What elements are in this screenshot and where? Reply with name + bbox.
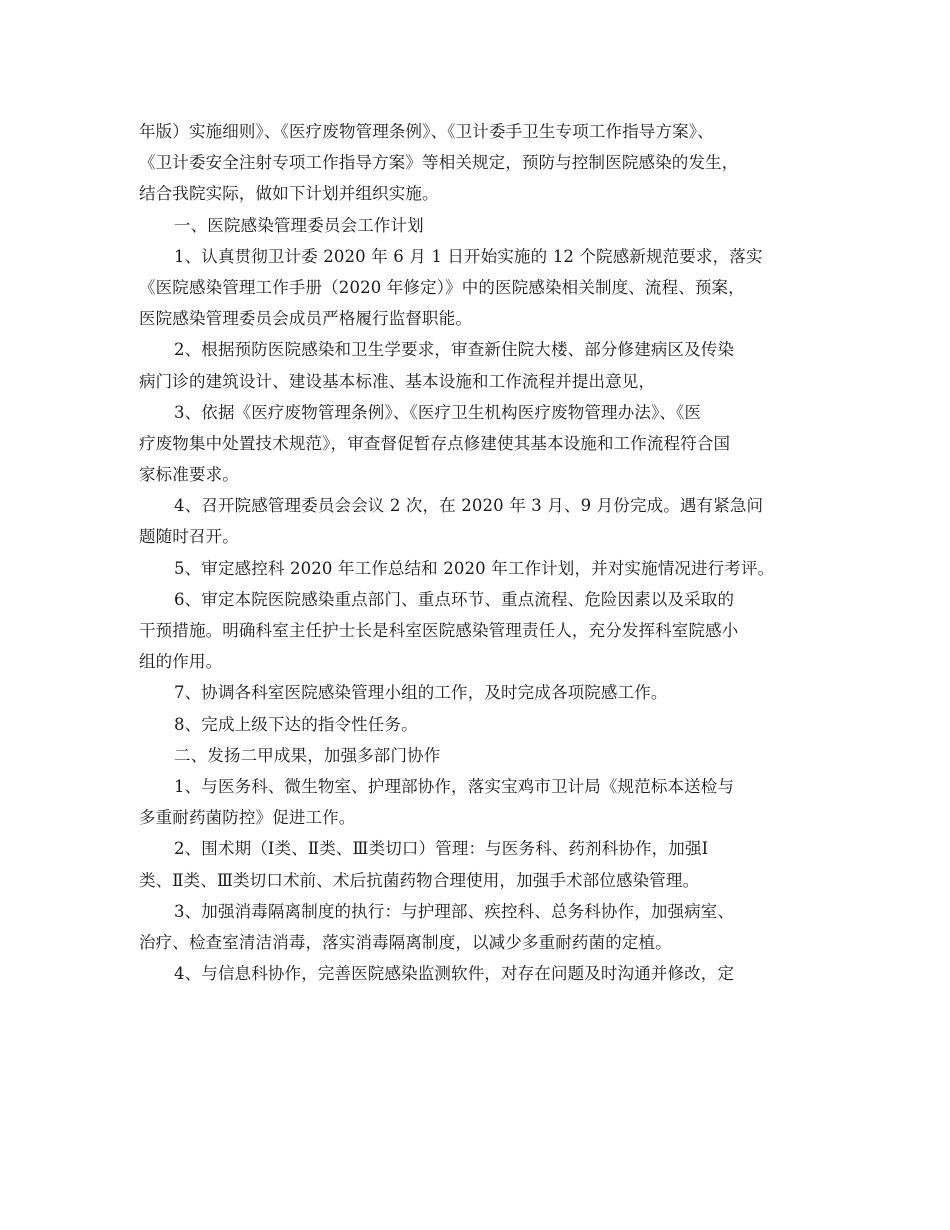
text-line: 多重耐药菌防控》促进工作。	[139, 808, 356, 828]
text-line: 类、Ⅱ类、Ⅲ类切口术前、术后抗菌药物合理使用，加强手术部位感染管理。	[139, 870, 700, 890]
text-line: 1、与医务科、微生物室、护理部协作，落实宝鸡市卫计局《规范标本送检与	[174, 776, 735, 796]
text-line: 病门诊的建筑设计、建设基本标准、基本设施和工作流程并提出意见，	[139, 371, 656, 391]
text-line: 题随时召开。	[139, 527, 239, 547]
text-line: 2、根据预防医院感染和卫生学要求，审查新住院大楼、部分修建病区及传染	[174, 340, 735, 360]
text-line: 5、审定感控科 2020 年工作总结和 2020 年工作计划，并对实施情况进行考评。	[174, 558, 775, 578]
text-line: 结合我院实际，做如下计划并组织实施。	[139, 184, 439, 204]
text-line: 3、加强消毒隔离制度的执行：与护理部、疾控科、总务科协作，加强病室、	[174, 901, 735, 921]
text-line: 疗废物集中处置技术规范》，审查督促暂存点修建使其基本设施和工作流程符合国	[139, 433, 731, 453]
text-line: 2、围术期（Ⅰ类、Ⅱ类、Ⅲ类切口）管理：与医务科、药剂科协作，加强Ⅰ	[174, 839, 709, 859]
text-line: 6、审定本院医院感染重点部门、重点环节、重点流程、危险因素以及采取的	[174, 589, 735, 609]
text-line: 4、召开院感管理委员会会议 2 次，在 2020 年 3 月、9 月份完成。遇有紧急问	[174, 496, 764, 516]
text-line: 二、发扬二甲成果，加强多部门协作	[174, 745, 441, 765]
text-line: 1、认真贯彻卫计委 2020 年 6 月 1 日开始实施的 12 个院感新规范要求，落实	[174, 246, 763, 266]
text-line: 一、医院感染管理委员会工作计划	[174, 215, 424, 235]
text-line: 3、依据《医疗废物管理条例》、《医疗卫生机构医疗废物管理办法》、《医	[174, 402, 702, 422]
document-body	[139, 116, 815, 989]
text-line: 7、协调各科室医院感染管理小组的工作，及时完成各项院感工作。	[174, 683, 668, 703]
text-line: 组的作用。	[139, 652, 223, 672]
text-line: 《医院感染管理工作手册（2020 年修定）》中的医院感染相关制度、流程、预案，	[139, 277, 745, 297]
text-line: 8、完成上级下达的指令性任务。	[174, 714, 418, 734]
text-line: 医院感染管理委员会成员严格履行监督职能。	[139, 309, 472, 329]
text-line: 年版）实施细则》、《医疗废物管理条例》、《卫计委手卫生专项工作指导方案》、	[139, 122, 714, 141]
text-line: 干预措施。明确科室主任护士长是科室医院感染管理责任人，充分发挥科室院感小	[139, 621, 739, 640]
text-line: 4、与信息科协作，完善医院感染监测软件，对存在问题及时沟通并修改，定	[174, 964, 735, 984]
text-line: 治疗、检查室清洁消毒，落实消毒隔离制度，以减少多重耐药菌的定植。	[139, 932, 672, 952]
text-line: 《卫计委安全注射专项工作指导方案》等相关规定，预防与控制医院感染的发生，	[139, 153, 739, 173]
text-line: 家标准要求。	[139, 465, 239, 485]
